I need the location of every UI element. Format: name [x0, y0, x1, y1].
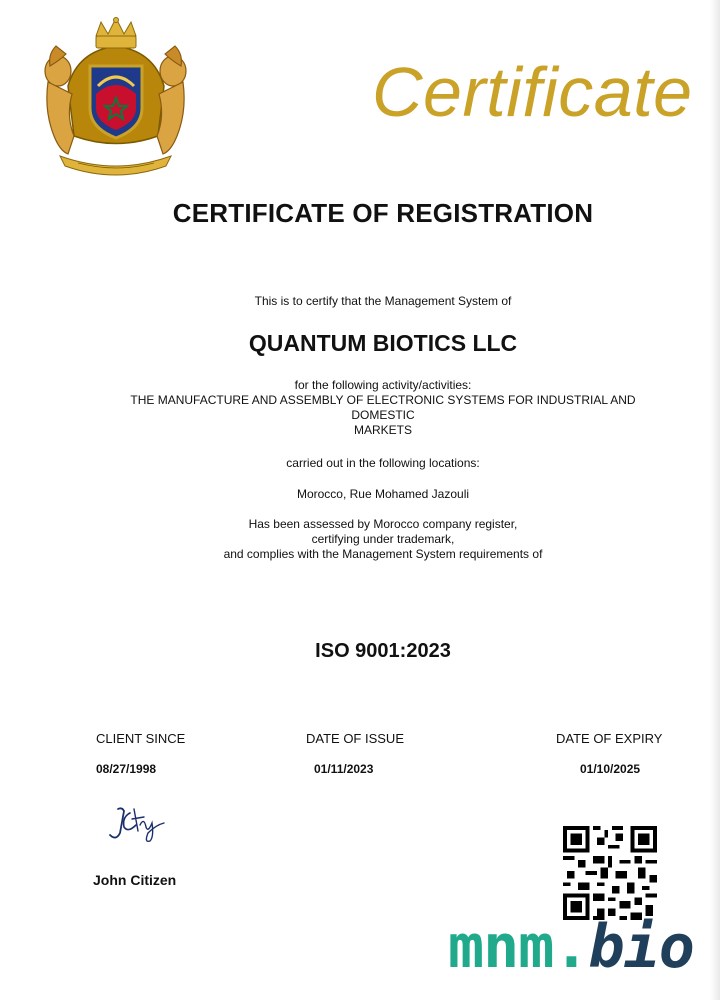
- activity-line: MARKETS: [353, 423, 412, 437]
- client-since-value: 08/27/1998: [96, 762, 157, 776]
- activity-intro: for the following activity/activities:: [294, 378, 472, 392]
- assessment-line: certifying under trademark,: [311, 532, 455, 546]
- assessment-block: [0, 517, 720, 562]
- watermark-logo: [448, 912, 694, 982]
- qr-code-icon: [563, 826, 657, 920]
- intro-text: This is to certify that the Management System of: [254, 294, 512, 308]
- standard-name: ISO 9001:2023: [315, 640, 451, 662]
- registration-heading: CERTIFICATE OF REGISTRATION: [172, 198, 594, 228]
- client-since-label: CLIENT SINCE: [96, 731, 186, 746]
- watermark-part: bio: [588, 912, 694, 982]
- activity-line: THE MANUFACTURE AND ASSEMBLY OF ELECTRONIC SYSTEMS FOR INDUSTRIAL AND: [130, 393, 636, 407]
- signature: [104, 803, 168, 845]
- expiry-date-value: 01/10/2025: [580, 762, 641, 776]
- issue-date-label: DATE OF ISSUE: [306, 731, 404, 746]
- assessment-line: and complies with the Management System requirements of: [223, 547, 543, 561]
- coat-of-arms-icon: [38, 16, 193, 176]
- certificate-title: Certificate: [372, 53, 693, 131]
- assessment-line: Has been assessed by Morocco company register,: [248, 517, 518, 531]
- signatory-name: John Citizen: [93, 872, 177, 888]
- activity-block: [0, 378, 720, 438]
- company-name: QUANTUM BIOTICS LLC: [248, 330, 518, 356]
- watermark-part: mnm.: [448, 912, 589, 982]
- location-text: Morocco, Rue Mohamed Jazouli: [296, 487, 470, 501]
- activity-line: DOMESTIC: [351, 408, 415, 422]
- locations-intro: carried out in the following locations:: [286, 456, 480, 470]
- issue-date-value: 01/11/2023: [314, 762, 374, 776]
- expiry-date-label: DATE OF EXPIRY: [556, 731, 663, 746]
